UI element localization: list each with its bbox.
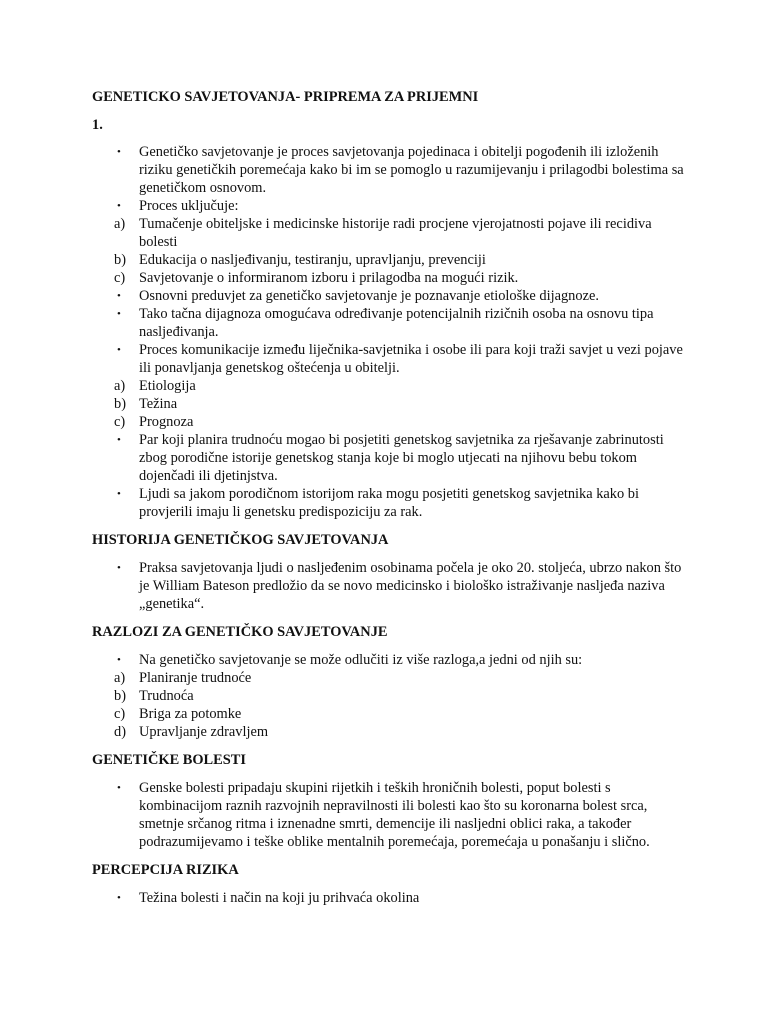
diseases-list <box>92 779 692 851</box>
list-item <box>92 251 692 269</box>
intro-list <box>92 143 692 521</box>
document-page <box>92 88 692 907</box>
list-item <box>92 651 692 669</box>
list-item <box>92 215 692 251</box>
list-item-text: Na genetičko savjetovanje se može odlučiti iz više razloga,a jedni od njih su: <box>139 652 583 668</box>
list-item <box>92 687 692 705</box>
reasons-list <box>92 651 692 741</box>
risk-heading: PERCEPCIJA RIZIKA <box>92 862 239 878</box>
letter-marker: b) <box>114 396 126 412</box>
list-item-text: Proces uključuje: <box>139 198 239 214</box>
letter-marker: d) <box>114 724 126 740</box>
bullet-marker: • <box>117 654 121 666</box>
list-item <box>92 559 692 613</box>
list-item <box>92 395 692 413</box>
list-item-text: Planiranje trudnoće <box>139 670 252 686</box>
document-title: GENETICKO SAVJETOVANJA- PRIPREMA ZA PRIJEMNI <box>92 89 479 105</box>
list-item-text: Genetičko savjetovanje je proces savjetovanja pojedinaca i obitelji pogođenih ili izloženih riziku genetičkih poremećaja kako bi im se pomoglo u razumijevanju i prilagodbi bolestima sa genetičkom osnovom. <box>139 144 684 196</box>
list-item <box>92 779 692 851</box>
list-item <box>92 143 692 197</box>
list-item <box>92 431 692 485</box>
list-item <box>92 413 692 431</box>
letter-marker: b) <box>114 252 126 268</box>
list-item <box>92 305 692 341</box>
list-item-text: Praksa savjetovanja ljudi o nasljeđenim osobinama počela je oko 20. stoljeća, ubrzo nakon što je William Bateson predložio da se novo medicinsko i biološko istraživanje nasljeđa naziva „genetika“. <box>139 560 682 612</box>
list-item-text: Ljudi sa jakom porodičnom istorijom raka mogu posjetiti genetskog savjetnika kako bi provjerili imaju li genetsku predispoziciju za rak. <box>139 486 639 520</box>
list-item-text: Osnovni preduvjet za genetičko savjetovanje je poznavanje etiološke dijagnoze. <box>139 288 599 304</box>
list-item <box>92 723 692 741</box>
letter-marker: a) <box>114 378 126 394</box>
letter-marker: a) <box>114 216 126 232</box>
bullet-marker: • <box>117 308 121 320</box>
bullet-marker: • <box>117 782 121 794</box>
bullet-marker: • <box>117 562 121 574</box>
list-item <box>92 485 692 521</box>
list-item-text: Par koji planira trudnoću mogao bi posjetiti genetskog savjetnika za rješavanje zabrinutosti zbog porodične istorije genetskog stanja koje bi moglo utjecati na njihovu bebu tokom dojenčadi ili djetinjstva. <box>139 432 664 484</box>
letter-marker: c) <box>114 270 126 286</box>
history-list <box>92 559 692 613</box>
reasons-heading: RAZLOZI ZA GENETIČKO SAVJETOVANJE <box>92 624 388 640</box>
list-item <box>92 341 692 377</box>
letter-marker: c) <box>114 414 126 430</box>
history-heading: HISTORIJA GENETIČKOG SAVJETOVANJA <box>92 532 389 548</box>
letter-marker: a) <box>114 670 126 686</box>
risk-list <box>92 889 692 907</box>
list-item-text: Težina bolesti i način na koji ju prihvaća okolina <box>139 890 420 906</box>
list-item-text: Briga za potomke <box>139 706 242 722</box>
list-item-text: Težina <box>139 396 178 412</box>
letter-marker: c) <box>114 706 126 722</box>
list-item <box>92 269 692 287</box>
list-item <box>92 287 692 305</box>
bullet-marker: • <box>117 892 121 904</box>
list-item-text: Savjetovanje o informiranom izboru i prilagodba na mogući rizik. <box>139 270 519 286</box>
list-item <box>92 705 692 723</box>
bullet-marker: • <box>117 200 121 212</box>
list-item-text: Upravljanje zdravljem <box>139 724 269 740</box>
list-item <box>92 669 692 687</box>
list-item <box>92 197 692 215</box>
list-item-text: Genske bolesti pripadaju skupini rijetkih i teških hroničnih bolesti, poput bolesti s kombinacijom raznih razvojnih nepravilnosti ili bolesti kao što su koronarna bolest srca, smetnje srčanog ritma i iznenadne smrti, demencije ili nasljedni oblici raka, a također podrazumijevamo i teške oblike mentalnih poremećaja, poremećaja u ponašanju i slično. <box>139 780 650 850</box>
bullet-marker: • <box>117 488 121 500</box>
list-item-text: Edukacija o nasljeđivanju, testiranju, upravljanju, prevenciji <box>139 252 486 268</box>
bullet-marker: • <box>117 146 121 158</box>
list-item-text: Etiologija <box>139 378 196 394</box>
list-item-text: Prognoza <box>139 414 194 430</box>
list-item <box>92 377 692 395</box>
letter-marker: b) <box>114 688 126 704</box>
bullet-marker: • <box>117 344 121 356</box>
section-number: 1. <box>92 117 103 133</box>
list-item-text: Proces komunikacije između liječnika-savjetnika i osobe ili para koji traži savjet u vezi pojave ili ponavljanja genetskog oštećenja u obitelji. <box>139 342 683 376</box>
diseases-heading: GENETIČKE BOLESTI <box>92 752 246 768</box>
list-item-text: Tako tačna dijagnoza omogućava određivanje potencijalnih rizičnih osoba na osnovu tipa nasljeđivanja. <box>139 306 654 340</box>
list-item-text: Tumačenje obiteljske i medicinske historije radi procjene vjerojatnosti pojave ili recidiva bolesti <box>139 216 652 250</box>
list-item-text: Trudnoća <box>139 688 194 704</box>
bullet-marker: • <box>117 290 121 302</box>
bullet-marker: • <box>117 434 121 446</box>
list-item <box>92 889 692 907</box>
